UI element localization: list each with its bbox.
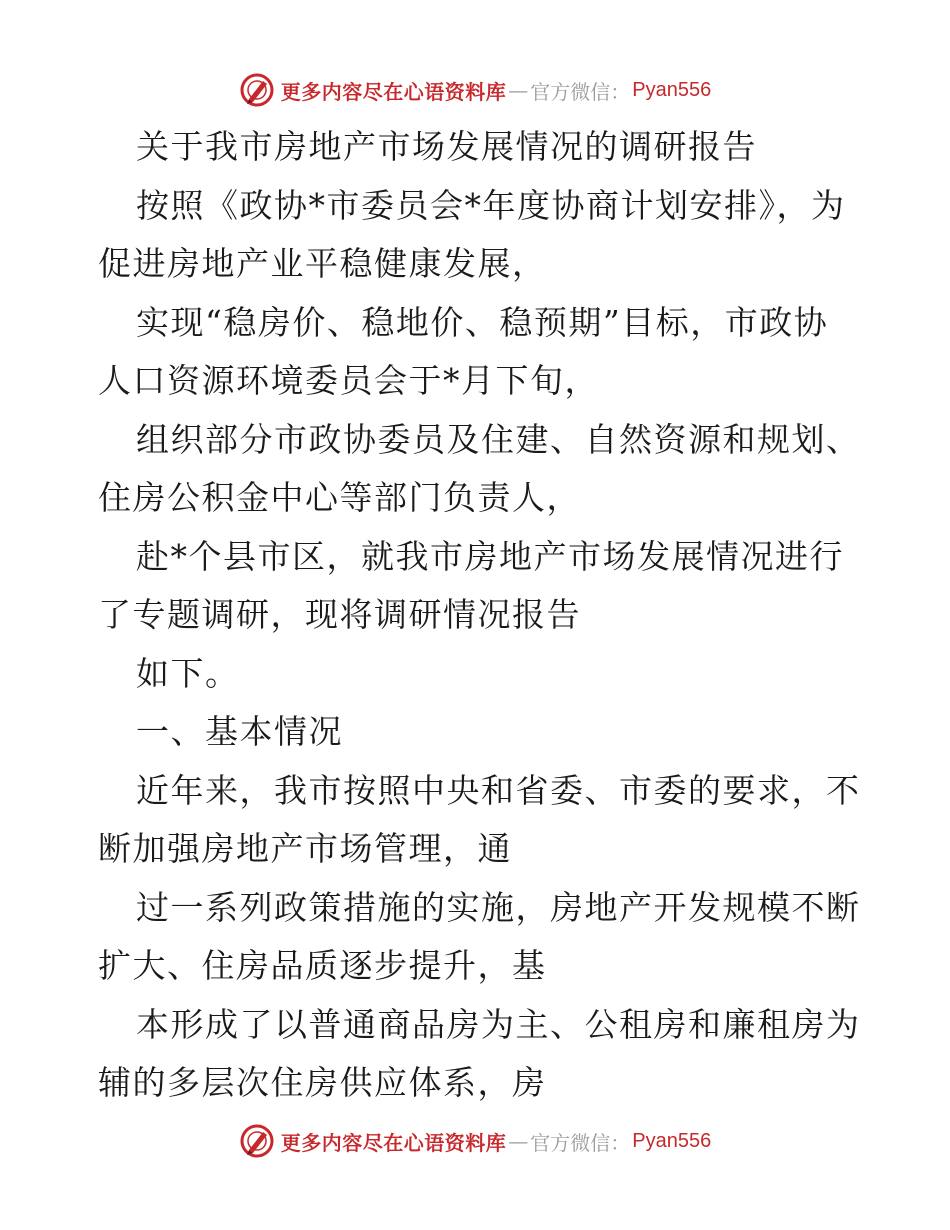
paragraph-line: 扩大、住房品质逐步提升，基 <box>98 946 547 985</box>
paragraph-line: 实现“稳房价、稳地价、稳预期”目标，市政协 <box>136 302 829 342</box>
paragraph-line: 按照《政协*市委员会*年度协商计划安排》，为 <box>136 185 846 225</box>
document-body <box>98 118 861 1113</box>
paragraph-line: 促进房地产业平稳健康发展， <box>98 244 547 283</box>
wechat-id: Pyan556 <box>632 78 712 101</box>
banner-separator: — <box>508 78 529 102</box>
wechat-id: Pyan556 <box>632 1129 712 1152</box>
footer-banner <box>0 1119 950 1163</box>
paragraph-line: 辅的多层次住房供应体系，房 <box>98 1063 547 1102</box>
paragraph-line: 断加强房地产市场管理，通 <box>98 829 512 868</box>
paragraph-line: 了专题调研，现将调研情况报告 <box>98 595 581 634</box>
paragraph-line: 组织部分市政协委员及住建、自然资源和规划、 <box>136 419 861 459</box>
paragraph-line: 过一系列政策措施的实施，房地产开发规模不断 <box>136 887 861 927</box>
paragraph-line: 人口资源环境委员会于*月下旬， <box>98 361 599 400</box>
section-heading: 一、基本情况 <box>136 712 343 751</box>
pen-logo-icon <box>239 72 275 108</box>
header-banner <box>0 68 950 112</box>
site-slogan: 更多内容尽在心语资料库 <box>280 79 507 104</box>
paragraph-line: 赴*个县市区，就我市房地产市场发展情况进行 <box>136 536 844 576</box>
paragraph-line: 近年来，我市按照中央和省委、市委的要求，不 <box>136 770 861 810</box>
paragraph-line: 如下。 <box>136 653 240 693</box>
pen-logo-icon <box>239 1123 275 1159</box>
banner-separator: — <box>508 1129 529 1153</box>
wechat-label: 官方微信： <box>530 1130 631 1155</box>
site-slogan: 更多内容尽在心语资料库 <box>280 1130 507 1155</box>
paragraph-line: 本形成了以普通商品房为主、公租房和廉租房为 <box>136 1004 861 1044</box>
document-title: 关于我市房地产市场发展情况的调研报告 <box>136 127 757 166</box>
paragraph-line: 住房公积金中心等部门负责人， <box>98 478 581 517</box>
wechat-label: 官方微信： <box>530 79 631 104</box>
